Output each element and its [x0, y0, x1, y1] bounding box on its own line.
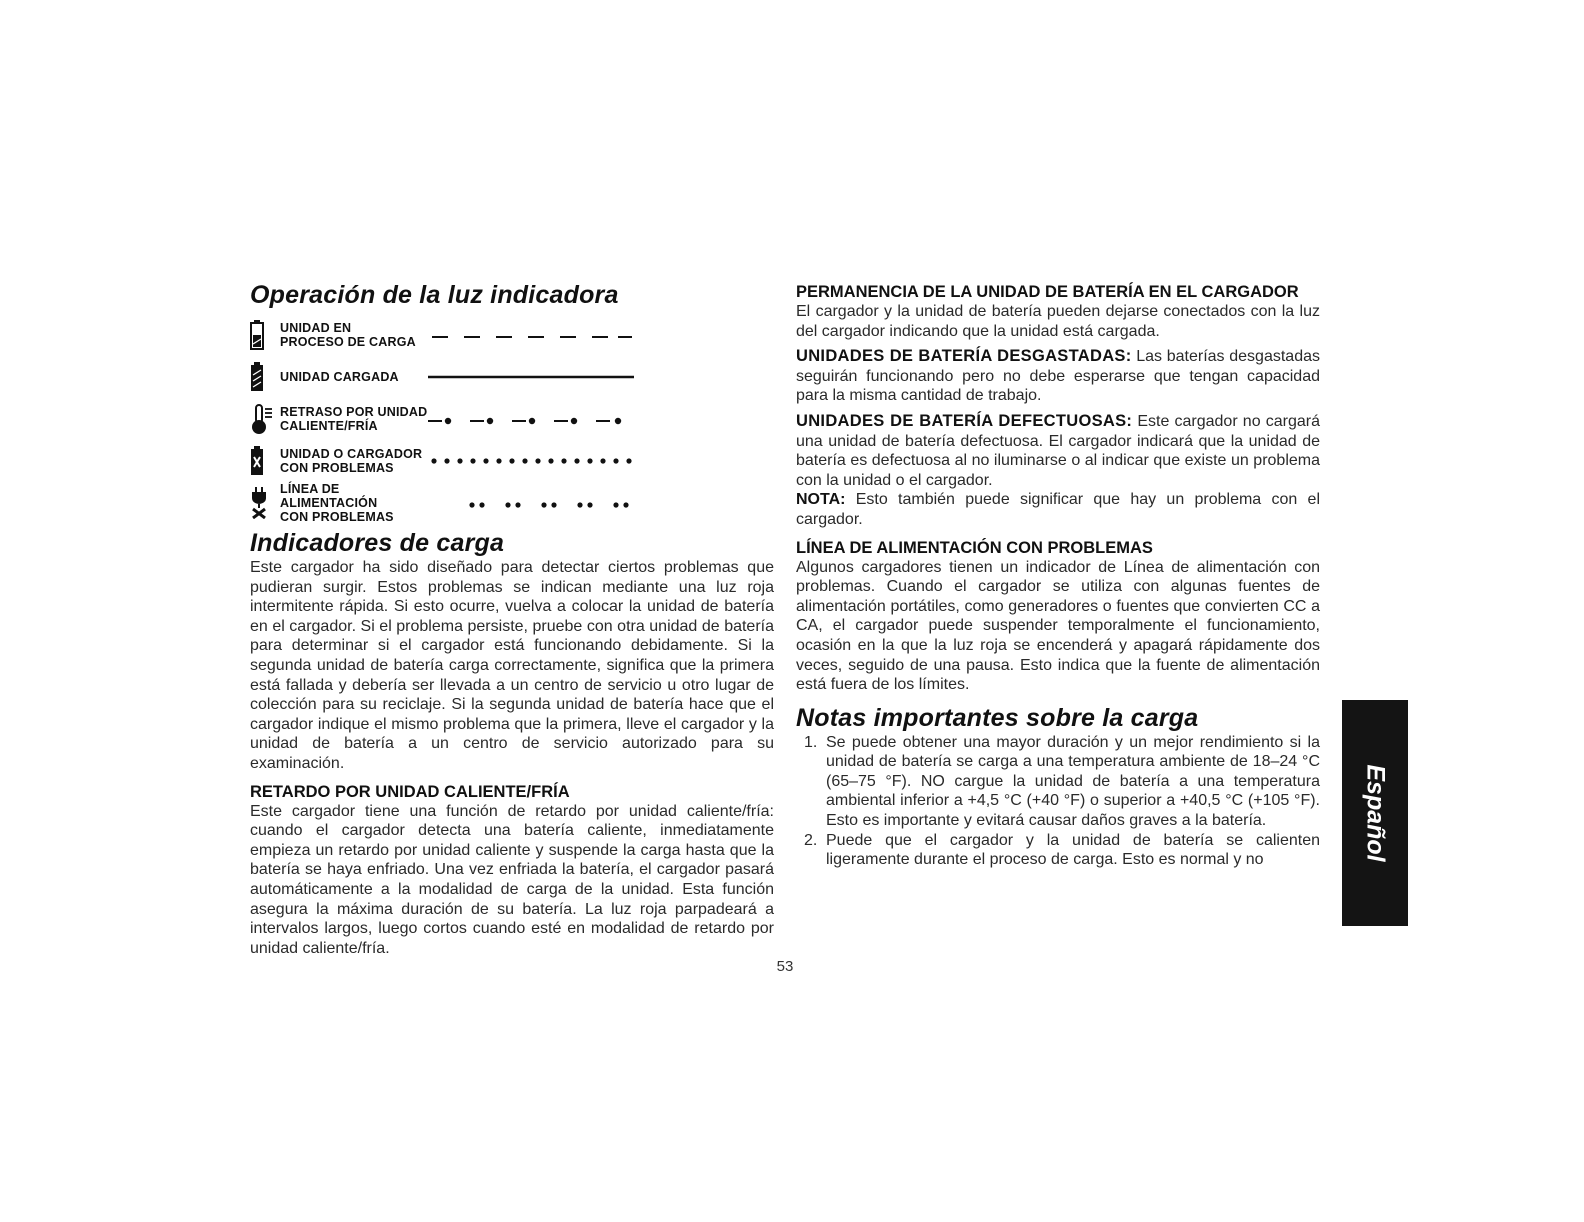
- battery-x-icon: [250, 443, 280, 479]
- indicator-label: LÍNEA DE ALIMENTACIÓN CON PROBLEMAS: [280, 482, 394, 524]
- defective-packs-text: Este cargador no cargará una unidad de batería defectuosa. El cargador indicará que la unidad de batería es defectuosa al no iluminarse o al indicar que existe un problema con la unidad o el cargador.: [796, 412, 1320, 489]
- pattern-double-dots: [428, 493, 774, 513]
- power-line-paragraph: Algunos cargadores tienen un indicador de Línea de alimentación con problemas. Cuando el cargador se utiliza con algunas fuentes de alimentación portátiles, como generadores o fuentes que convierten CC a CA, el cargador puede suspender temporalmente el funcionamiento, ocasión en la que la luz roja se encenderá y apagará rápidamente dos veces, seguido de una pausa. Esto indica que la fuente de alimentación está fuera de los límites.: [796, 558, 1320, 694]
- indicator-label: UNIDAD EN PROCESO DE CARGA: [280, 321, 416, 349]
- indicator-row-charging: [250, 314, 774, 356]
- defective-packs-paragraph: [796, 412, 1320, 490]
- leave-pack-heading: PERMANENCIA DE LA UNIDAD DE BATERÍA EN EL CARGADOR: [796, 283, 1299, 301]
- note-label: NOTA:: [796, 491, 846, 509]
- battery-charging-icon: [250, 317, 280, 353]
- thermometer-icon: [250, 401, 280, 437]
- note-text: Esto también puede significar que hay un problema con el cargador.: [796, 491, 1320, 528]
- language-tab-label: Español: [1361, 764, 1390, 862]
- right-column: [796, 282, 1320, 870]
- indicator-heading: Operación de la luz indicadora: [250, 281, 619, 309]
- defective-packs-label: UNIDADES DE BATERÍA DEFECTUOSAS:: [796, 411, 1133, 430]
- leave-pack-paragraph: El cargador y la unidad de batería pueden dejarse conectados con la luz del cargador indicando que la unidad está cargada.: [796, 303, 1320, 340]
- battery-charged-icon: [250, 359, 280, 395]
- list-item: 1. Se puede obtener una mayor duración y un mejor rendimiento si la unidad de batería se carga a una temperatura ambiente de 18–24 °C (65–75 °F). NO cargue la unidad de batería a una temperatura ambiental inferior a +4,5 °C (+40 °F) o superior a +40,5 °C (+105 °F). Esto es importante y evitará causar daños graves a la batería.: [804, 733, 1320, 830]
- weak-packs-paragraph: [796, 347, 1320, 406]
- indicator-row-charged: [250, 356, 774, 398]
- pattern-dashes: [428, 325, 774, 345]
- indicator-row-power-line: [250, 482, 774, 524]
- power-plug-x-icon: [250, 485, 280, 521]
- pattern-dots: [428, 451, 774, 471]
- pattern-dash-dot: [428, 409, 774, 429]
- weak-packs-label: UNIDADES DE BATERÍA DESGASTADAS:: [796, 347, 1132, 366]
- pattern-solid: [428, 367, 774, 387]
- power-line-heading: LÍNEA DE ALIMENTACIÓN CON PROBLEMAS: [796, 538, 1153, 557]
- left-column: [250, 280, 774, 958]
- weak-packs-text: Las baterías desgastadas seguirán funcionando pero no debe esperarse que tengan capacidad para la misma cantidad de trabajo.: [796, 348, 1320, 405]
- charging-notes-list: [796, 733, 1320, 870]
- indicator-row-problem: [250, 440, 774, 482]
- indicator-label: UNIDAD O CARGADOR CON PROBLEMAS: [280, 447, 423, 475]
- hot-cold-delay-paragraph: Este cargador tiene una función de retardo por unidad caliente/fría: cuando el cargador detecta una batería caliente, inmediatamente empieza un retardo por unidad caliente y suspende la carga hasta que la batería se haya enfriado. Una vez enfriada la batería, el cargador pasará automáticamente a la modalidad de carga de la unidad. Esta función asegura la máxima duración de su batería. La luz roja parpadeará a intervalos largos, luego cortos cuando esté en modalidad de retardo por unidad caliente/fría.: [250, 802, 774, 957]
- charging-notes-heading: Notas importantes sobre la carga: [796, 703, 1199, 732]
- page-number: 53: [776, 958, 794, 975]
- indicator-table: [250, 314, 774, 524]
- indicator-label: UNIDAD CARGADA: [280, 370, 399, 384]
- hot-cold-delay-heading: RETARDO POR UNIDAD CALIENTE/FRÍA: [250, 782, 570, 801]
- charge-indicators-paragraph: Este cargador ha sido diseñado para detectar ciertos problemas que pudieran surgir. Estos problemas se indican mediante una luz roja intermitente rápida. Si esto ocurre, vuelva a colocar la unidad de batería en el cargador. Si el problema persiste, pruebe con otra unidad de batería para determinar si el cargador está funcionando debidamente. Si la segunda unidad de batería carga correctamente, significa que la primera está fallada y debería ser llevada a un centro de servicio u otro lugar de colección para su reciclaje. Si la segunda unidad de batería hace que el cargador indique el mismo problema que la primera, lleve el cargador y la unidad de batería a un centro de servicio autorizado para su examinación.: [250, 559, 774, 772]
- note-paragraph: [796, 490, 1320, 529]
- language-tab: [1342, 700, 1408, 926]
- charge-indicators-heading: Indicadores de carga: [250, 529, 505, 557]
- indicator-label: RETRASO POR UNIDAD CALIENTE/FRÍA: [280, 405, 428, 433]
- indicator-row-hot-cold: [250, 398, 774, 440]
- list-item: 2. Puede que el cargador y la unidad de batería se calienten ligeramente durante el proceso de carga. Esto es normal y no: [804, 831, 1320, 869]
